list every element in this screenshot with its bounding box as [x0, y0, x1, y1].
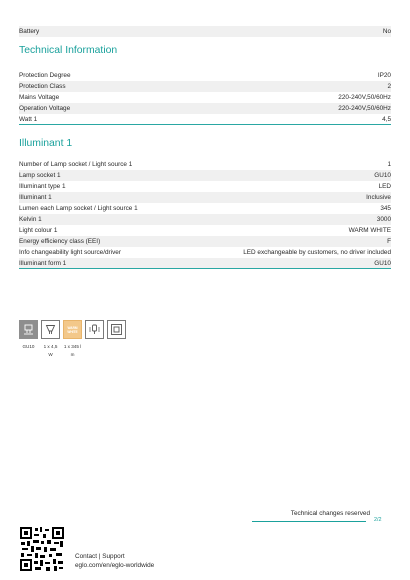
warm-white-badge-line: WHITE	[67, 329, 78, 334]
illuminant-value: 345	[380, 205, 391, 212]
illuminant-title: Illuminant 1	[19, 138, 73, 149]
icon-column	[41, 320, 60, 359]
tech-value: 220-240V,50/60Hz	[338, 105, 391, 112]
illuminant-value: LED	[378, 183, 391, 190]
tech-label: Mains Voltage	[19, 94, 60, 101]
icon-column	[63, 320, 82, 359]
illuminant-row	[19, 192, 391, 203]
illuminant-label: Lumen each Lamp socket / Light source 1	[19, 205, 138, 212]
technical-information-title: Technical Information	[19, 45, 118, 56]
icon-caption	[64, 343, 81, 359]
warm-white-icon	[63, 320, 82, 339]
battery-row	[19, 26, 391, 37]
tech-label: Watt 1	[19, 115, 38, 123]
illuminant-row	[19, 258, 391, 269]
tech-row	[19, 114, 391, 125]
illuminant-row	[19, 181, 391, 192]
illuminant-row	[19, 203, 391, 214]
illuminant-row	[19, 225, 391, 236]
website-link[interactable]: eglo.com/en/eglo-worldwide	[75, 562, 155, 569]
illuminant-row	[19, 236, 391, 247]
tech-value: 4,5	[382, 115, 391, 123]
bulb-watt-icon	[41, 320, 60, 339]
illuminant-row	[19, 170, 391, 181]
illuminant-label: Number of Lamp socket / Light source 1	[19, 161, 133, 168]
illuminant-value: LED exchangeable by customers, no driver included	[243, 249, 391, 256]
illuminant-label: Energy efficiency class (EEI)	[19, 238, 101, 245]
footer-divider	[252, 521, 366, 522]
tech-label: Operation Voltage	[19, 105, 71, 112]
tech-label: Protection Degree	[19, 72, 71, 79]
exchangeable-led-icon	[85, 320, 104, 339]
icon-column	[85, 320, 104, 359]
icon-caption	[44, 343, 58, 359]
tech-row	[19, 103, 391, 114]
illuminant-row	[19, 247, 391, 258]
illuminant-label: Illuminant type 1	[19, 183, 66, 190]
tech-row	[19, 81, 391, 92]
illuminant-label: Illuminant form 1	[19, 259, 67, 267]
icon-caption-line: W	[48, 352, 53, 357]
technical-changes-note: Technical changes reserved	[290, 510, 370, 517]
tech-row	[19, 70, 391, 81]
illuminant-value: 3000	[376, 216, 391, 223]
tech-label: Protection Class	[19, 83, 66, 90]
contact-block	[75, 552, 154, 570]
illuminant-value: 1	[387, 161, 391, 168]
feature-icons	[19, 320, 126, 359]
icon-column	[19, 320, 38, 359]
battery-value: No	[382, 28, 391, 35]
illuminant-value: WARM WHITE	[348, 227, 391, 234]
battery-label: Battery	[19, 28, 40, 35]
tech-value: 220-240V,50/60Hz	[338, 94, 391, 101]
icon-column	[107, 320, 126, 359]
illuminant-row	[19, 159, 391, 170]
illuminant-label: Kelvin 1	[19, 216, 42, 223]
icon-caption-line: 1 x 345 l	[63, 344, 82, 349]
qr-code	[19, 526, 65, 577]
icon-caption-line: 1 x 4,5	[43, 344, 58, 349]
page-number: 2/2	[374, 517, 382, 523]
gu10-socket-icon	[19, 320, 38, 339]
illuminant-value: GU10	[374, 259, 391, 267]
icon-caption: GU10	[22, 344, 35, 349]
tech-row	[19, 92, 391, 103]
illuminant-value: F	[387, 238, 391, 245]
illuminant-label: Light colour 1	[19, 227, 58, 234]
illuminant-label: Illuminant 1	[19, 194, 52, 201]
warm-white-badge-line: WARM	[67, 325, 78, 330]
tech-value: IP20	[377, 72, 391, 79]
protection-class-2-icon	[107, 320, 126, 339]
illuminant-value: Inclusive	[366, 194, 391, 201]
tech-value: 2	[387, 83, 391, 90]
illuminant-row	[19, 214, 391, 225]
illuminant-label: Lamp socket 1	[19, 172, 61, 179]
icon-caption-line: m	[70, 352, 75, 357]
contact-support-link[interactable]: Contact | Support	[75, 553, 125, 560]
illuminant-label: Info changeability light source/driver	[19, 249, 121, 256]
illuminant-value: GU10	[374, 172, 391, 179]
